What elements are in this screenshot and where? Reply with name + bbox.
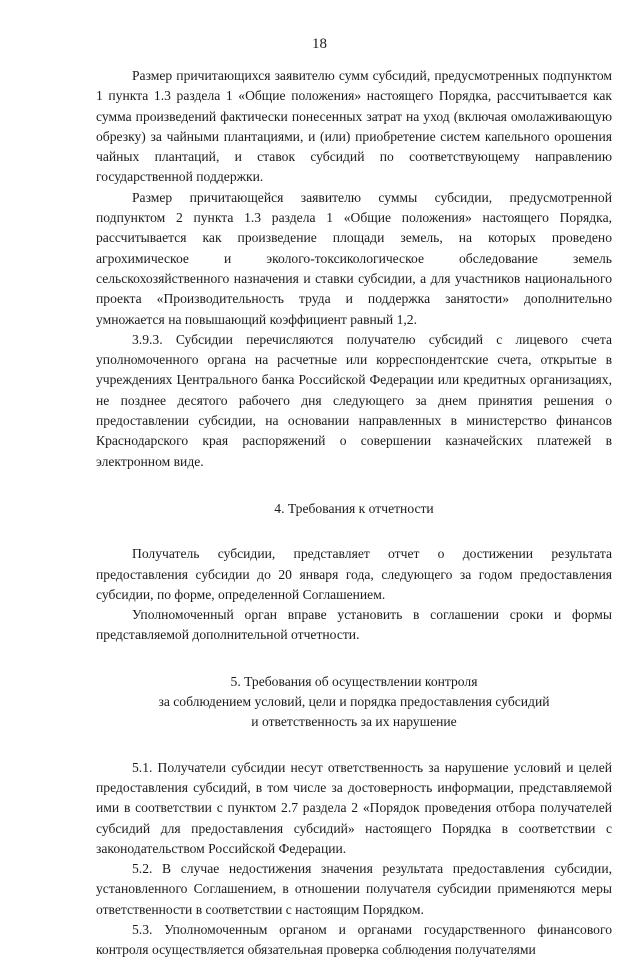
paragraph: 5.3. Уполномоченным органом и органами государственного финансового контроля осуществляется обязательная проверка соблюдения получателями (96, 921, 612, 958)
section-5-heading-line: и ответственность за их нарушение (251, 714, 457, 730)
paragraph: Получатель субсидии, представляет отчет о достижении результата предоставления субсидии до 20 января года, следующего за годом предоставления субсидии, по форме, определенной Соглашением. (96, 546, 612, 602)
paragraph: 5.1. Получатели субсидии несут ответственность за нарушение условий и целей предоставления субсидий, в том числе за достоверность информации, представляемой ими в соответствии с пунктом 2.7 раздела 2 «Порядок проведения отбора получателей субсидий для предоставления субсидий» настоящего Порядка в соответствии с законодательством Российской Федерации. (96, 759, 612, 856)
paragraph: Размер причитающихся заявителю сумм субсидий, предусмотренных подпунктом 1 пункта 1.3 раздела 1 «Общие положения» настоящего Порядка, рассчитывается как сумма произведений фактически понесенных затрат на уход (включая омолаживающую обрезку) за чайными плантациями, и (или) приобретение систем капельного орошения чайных плантаций, и ставок субсидий по соответствующему направлению государственной поддержки. (96, 68, 612, 185)
paragraph: Уполномоченный орган вправе установить в соглашении сроки и формы представляемой дополнительной отчетности. (96, 607, 612, 643)
page-number: 18 (312, 36, 327, 52)
section-4-heading: 4. Требования к отчетности (274, 500, 434, 516)
document-body (96, 66, 612, 961)
section-5-heading-line: за соблюдением условий, цели и порядка предоставления субсидий (158, 694, 550, 710)
section-5-heading (96, 672, 612, 733)
section-5-heading-line: 5. Требования об осуществлении контроля (230, 673, 478, 689)
paragraph: 5.2. В случае недостижения значения результата предоставления субсидии, установленного Соглашением, в отношении получателя субсидии применяются меры ответственности в соответствии с настоящим Порядком. (96, 861, 612, 917)
paragraph: Размер причитающейся заявителю суммы субсидии, предусмотренной подпунктом 2 пункта 1.3 раздела 1 «Общие положения» настоящего Порядка, рассчитывается как произведение площади земель, на которых проведено агрохимическое и эколого-токсикологическое обследование земель сельскохозяйственного назначения и ставки субсидии, а для участников национального проекта «Производительность труда и поддержка занятости» дополнительно умножается на повышающий коэффициент равный 1,2. (96, 189, 612, 327)
paragraph: 3.9.3. Субсидии перечисляются получателю субсидий с лицевого счета уполномоченного органа на расчетные или корреспондентские счета, открытые в учреждениях Центрального банка Российской Федерации или кредитных организациях, не позднее десятого рабочего дня следующего за днем принятия решения о предоставлении субсидии, на основании направленных в министерство финансов Краснодарского края распоряжений о совершении казначейских платежей в электронном виде. (96, 331, 612, 469)
